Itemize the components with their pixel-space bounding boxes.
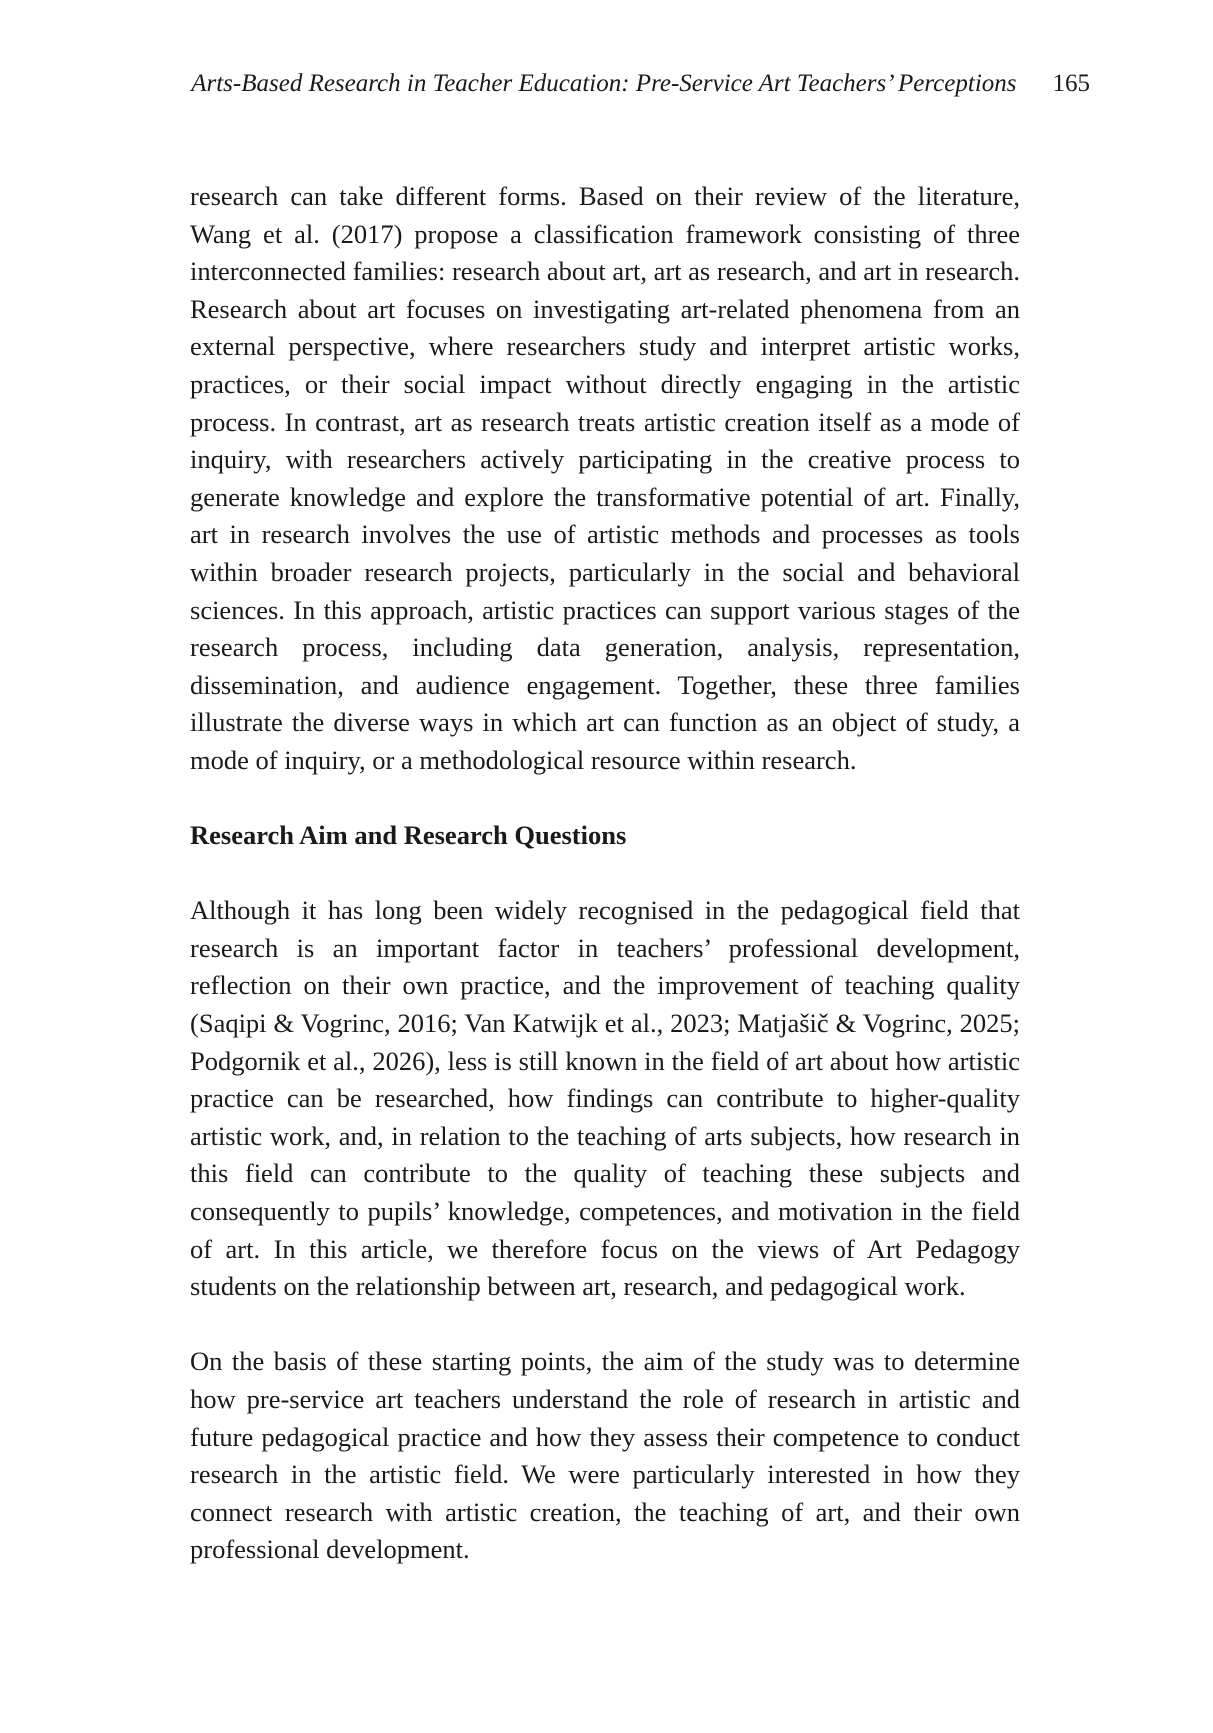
body-paragraph-3: On the basis of these starting points, the aim of the study was to determine how pre-service art teachers understand the role of research in artistic and future pedagogical practice and how they assess their competence to conduct research in the artistic field. We were particularly interested in how they connect research with artistic creation, the teaching of art, and their own professional development.: [190, 1346, 1020, 1565]
running-title: Arts-Based Research in Teacher Education: Pre-Service Art Teachers’ Perceptions: [191, 70, 1017, 97]
page-number: 165: [1052, 70, 1090, 97]
main-text: [190, 178, 1020, 1569]
running-header: [190, 70, 1090, 110]
body-paragraph-2: Although it has long been widely recognised in the pedagogical field that research is an important factor in teachers’ professional development, reflection on their own practice, and the improvement of teaching quality (Saqipi & Vogrinc, 2016; Van Katwijk et al., 2023; Matjašič & Vogrinc, 2025; Podgornik et al., 2026), less is still known in the field of art about how artistic practice can be researched, how findings can contribute to higher-quality artistic work, and, in relation to the teaching of arts subjects, how research in this field can contribute to the quality of teaching these subjects and consequently to pupils’ knowledge, competences, and motivation in the field of art. In this article, we therefore focus on the views of Art Pedagogy students on the relationship between art, research, and pedagogical work.: [190, 895, 1020, 1302]
body-paragraph-1: research can take different forms. Based on their review of the literature, Wang et al. (2017) propose a classification framework consisting of three interconnected families: research about art, art as research, and art in research. Research about art focuses on investigating art-related phenomena from an external perspective, where researchers study and interpret artistic works, practices, or their social impact without directly engaging in the artistic process. In contrast, art as research treats artistic creation itself as a mode of inquiry, with researchers actively participating in the creative process to generate knowledge and explore the transformative potential of art. Finally, art in research involves the use of artistic methods and processes as tools within broader research projects, particularly in the social and behavioral sciences. In this approach, artistic practices can support various stages of the research process, including data generation, analysis, representation, dissemination, and audience engagement. Together, these three families illustrate the diverse ways in which art can function as an object of study, a mode of inquiry, or a methodological resource within research.: [190, 181, 1020, 775]
section-heading: Research Aim and Research Questions: [190, 820, 627, 851]
